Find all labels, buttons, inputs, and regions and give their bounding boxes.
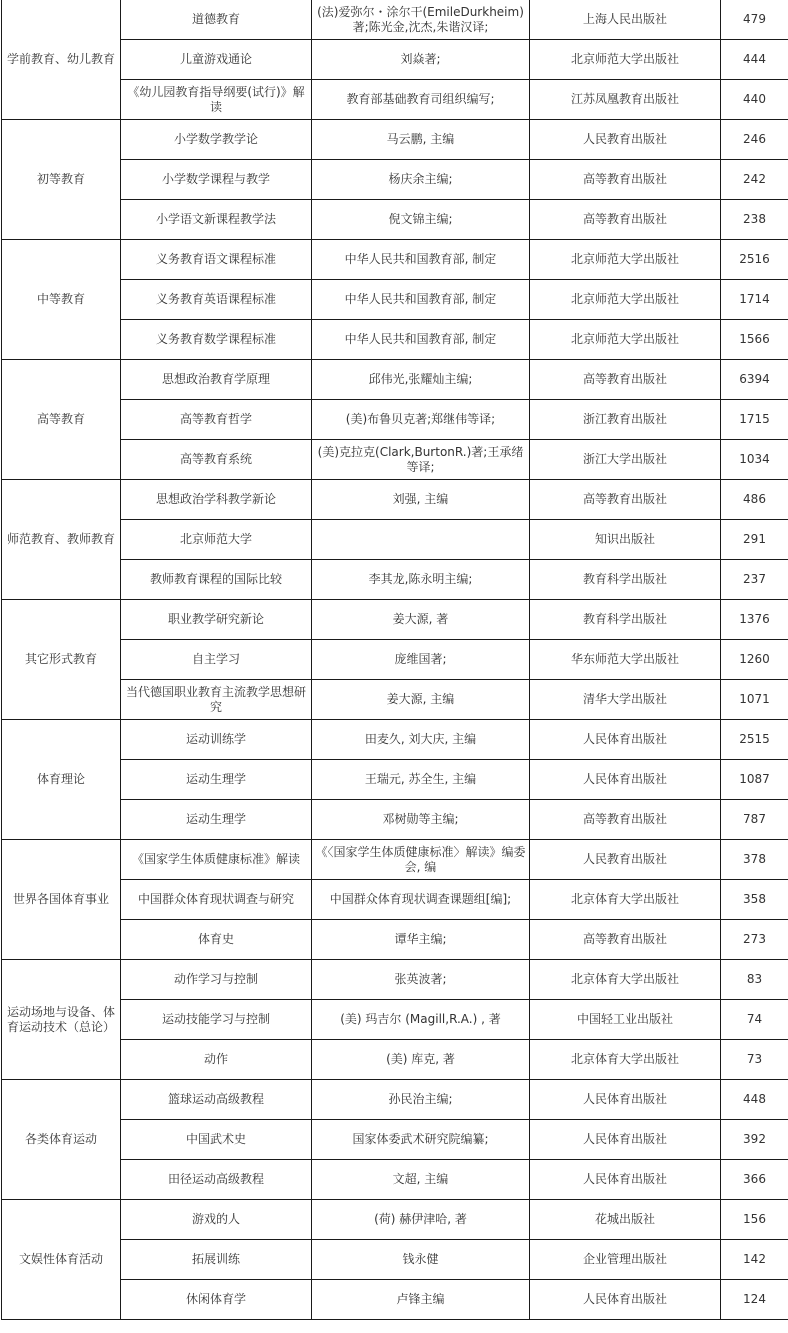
count-cell: 2515 — [721, 720, 788, 760]
author-cell: 《〈国家学生体质健康标准〉解读》编委会, 编 — [312, 840, 530, 880]
count-cell: 486 — [721, 480, 788, 520]
category-cell: 学前教育、幼儿教育 — [2, 0, 121, 120]
book-title-cell: 动作 — [121, 1040, 312, 1080]
book-title-cell: 《国家学生体质健康标准》解读 — [121, 840, 312, 880]
author-cell: 卢锋主编 — [312, 1280, 530, 1320]
author-cell: 杨庆余主编; — [312, 160, 530, 200]
author-cell: 文超, 主编 — [312, 1160, 530, 1200]
publisher-cell: 北京师范大学出版社 — [530, 280, 721, 320]
author-cell: (法)爱弥尔・涂尔干(EmileDurkheim)著;陈光金,沈杰,朱谐汉译; — [312, 0, 530, 40]
author-cell: 姜大源, 著 — [312, 600, 530, 640]
category-cell: 高等教育 — [2, 360, 121, 480]
author-cell: 钱永健 — [312, 1240, 530, 1280]
book-title-cell: 高等教育哲学 — [121, 400, 312, 440]
table-row — [2, 120, 788, 160]
category-cell: 初等教育 — [2, 120, 121, 240]
book-title-cell: 中国群众体育现状调查与研究 — [121, 880, 312, 920]
publisher-cell: 北京师范大学出版社 — [530, 240, 721, 280]
count-cell: 392 — [721, 1120, 788, 1160]
author-cell: (荷) 赫伊津哈, 著 — [312, 1200, 530, 1240]
author-cell: (美) 玛吉尔 (Magill,R.A.) , 著 — [312, 1000, 530, 1040]
count-cell: 444 — [721, 40, 788, 80]
count-cell: 124 — [721, 1280, 788, 1320]
author-cell: 邓树勋等主编; — [312, 800, 530, 840]
publisher-cell: 高等教育出版社 — [530, 920, 721, 960]
table-row — [2, 240, 788, 280]
book-title-cell: 道德教育 — [121, 0, 312, 40]
publisher-cell: 人民体育出版社 — [530, 720, 721, 760]
count-cell: 479 — [721, 0, 788, 40]
author-cell: 马云鹏, 主编 — [312, 120, 530, 160]
count-cell: 1715 — [721, 400, 788, 440]
author-cell: 中华人民共和国教育部, 制定 — [312, 320, 530, 360]
book-title-cell: 田径运动高级教程 — [121, 1160, 312, 1200]
count-cell: 1566 — [721, 320, 788, 360]
author-cell: 教育部基础教育司组织编写; — [312, 80, 530, 120]
publisher-cell: 人民体育出版社 — [530, 760, 721, 800]
author-cell: 刘焱著; — [312, 40, 530, 80]
book-title-cell: 义务教育英语课程标准 — [121, 280, 312, 320]
publisher-cell: 人民体育出版社 — [530, 1120, 721, 1160]
book-title-cell: 北京师范大学 — [121, 520, 312, 560]
author-cell: 庞维国著; — [312, 640, 530, 680]
publisher-cell: 上海人民出版社 — [530, 0, 721, 40]
count-cell: 378 — [721, 840, 788, 880]
book-title-cell: 《幼儿园教育指导纲要(试行)》解读 — [121, 80, 312, 120]
table-body — [2, 0, 788, 1320]
author-cell: 中华人民共和国教育部, 制定 — [312, 240, 530, 280]
book-table — [1, 0, 788, 1320]
author-cell: (美)布鲁贝克著;郑继伟等译; — [312, 400, 530, 440]
publisher-cell: 知识出版社 — [530, 520, 721, 560]
author-cell: 孙民治主编; — [312, 1080, 530, 1120]
publisher-cell: 清华大学出版社 — [530, 680, 721, 720]
author-cell: (美) 库克, 著 — [312, 1040, 530, 1080]
book-title-cell: 小学语文新课程教学法 — [121, 200, 312, 240]
count-cell: 1260 — [721, 640, 788, 680]
book-title-cell: 义务教育数学课程标准 — [121, 320, 312, 360]
count-cell: 142 — [721, 1240, 788, 1280]
author-cell: 倪文锦主编; — [312, 200, 530, 240]
book-title-cell: 运动技能学习与控制 — [121, 1000, 312, 1040]
author-cell: 姜大源, 主编 — [312, 680, 530, 720]
author-cell — [312, 520, 530, 560]
category-cell: 文娱性体育活动 — [2, 1200, 121, 1320]
count-cell: 74 — [721, 1000, 788, 1040]
author-cell: 王瑞元, 苏全生, 主编 — [312, 760, 530, 800]
book-title-cell: 思想政治教育学原理 — [121, 360, 312, 400]
book-title-cell: 职业教学研究新论 — [121, 600, 312, 640]
book-title-cell: 儿童游戏通论 — [121, 40, 312, 80]
count-cell: 73 — [721, 1040, 788, 1080]
count-cell: 1087 — [721, 760, 788, 800]
count-cell: 273 — [721, 920, 788, 960]
count-cell: 156 — [721, 1200, 788, 1240]
table-row — [2, 1080, 788, 1120]
publisher-cell: 高等教育出版社 — [530, 800, 721, 840]
table-row — [2, 480, 788, 520]
table-row — [2, 600, 788, 640]
count-cell: 1376 — [721, 600, 788, 640]
author-cell: 李其龙,陈永明主编; — [312, 560, 530, 600]
publisher-cell: 浙江教育出版社 — [530, 400, 721, 440]
category-cell: 师范教育、教师教育 — [2, 480, 121, 600]
book-title-cell: 动作学习与控制 — [121, 960, 312, 1000]
category-cell: 中等教育 — [2, 240, 121, 360]
book-title-cell: 自主学习 — [121, 640, 312, 680]
count-cell: 448 — [721, 1080, 788, 1120]
author-cell: 邱伟光,张耀灿主编; — [312, 360, 530, 400]
author-cell: 田麦久, 刘大庆, 主编 — [312, 720, 530, 760]
category-cell: 体育理论 — [2, 720, 121, 840]
publisher-cell: 企业管理出版社 — [530, 1240, 721, 1280]
book-title-cell: 运动训练学 — [121, 720, 312, 760]
book-title-cell: 高等教育系统 — [121, 440, 312, 480]
table-row — [2, 720, 788, 760]
publisher-cell: 北京体育大学出版社 — [530, 1040, 721, 1080]
author-cell: 国家体委武术研究院编纂; — [312, 1120, 530, 1160]
book-title-cell: 拓展训练 — [121, 1240, 312, 1280]
book-title-cell: 小学数学课程与教学 — [121, 160, 312, 200]
book-title-cell: 教师教育课程的国际比较 — [121, 560, 312, 600]
category-cell: 各类体育运动 — [2, 1080, 121, 1200]
author-cell: 谭华主编; — [312, 920, 530, 960]
count-cell: 1034 — [721, 440, 788, 480]
book-title-cell: 篮球运动高级教程 — [121, 1080, 312, 1120]
book-title-cell: 游戏的人 — [121, 1200, 312, 1240]
author-cell: 中华人民共和国教育部, 制定 — [312, 280, 530, 320]
count-cell: 237 — [721, 560, 788, 600]
count-cell: 2516 — [721, 240, 788, 280]
count-cell: 238 — [721, 200, 788, 240]
category-cell: 世界各国体育事业 — [2, 840, 121, 960]
publisher-cell: 中国轻工业出版社 — [530, 1000, 721, 1040]
publisher-cell: 北京师范大学出版社 — [530, 320, 721, 360]
publisher-cell: 北京师范大学出版社 — [530, 40, 721, 80]
publisher-cell: 人民体育出版社 — [530, 1160, 721, 1200]
count-cell: 440 — [721, 80, 788, 120]
count-cell: 6394 — [721, 360, 788, 400]
publisher-cell: 北京体育大学出版社 — [530, 880, 721, 920]
book-title-cell: 运动生理学 — [121, 760, 312, 800]
count-cell: 242 — [721, 160, 788, 200]
category-cell: 其它形式教育 — [2, 600, 121, 720]
book-title-cell: 小学数学教学论 — [121, 120, 312, 160]
count-cell: 358 — [721, 880, 788, 920]
publisher-cell: 教育科学出版社 — [530, 560, 721, 600]
table-row — [2, 360, 788, 400]
publisher-cell: 教育科学出版社 — [530, 600, 721, 640]
book-title-cell: 体育史 — [121, 920, 312, 960]
count-cell: 246 — [721, 120, 788, 160]
book-title-cell: 运动生理学 — [121, 800, 312, 840]
publisher-cell: 江苏凤凰教育出版社 — [530, 80, 721, 120]
table-row — [2, 840, 788, 880]
author-cell: 中国群众体育现状调查课题组[编]; — [312, 880, 530, 920]
author-cell: 刘强, 主编 — [312, 480, 530, 520]
publisher-cell: 花城出版社 — [530, 1200, 721, 1240]
author-cell: (美)克拉克(Clark,BurtonR.)著;王承绪等译; — [312, 440, 530, 480]
table-row — [2, 0, 788, 40]
category-cell: 运动场地与设备、体育运动技术（总论） — [2, 960, 121, 1080]
publisher-cell: 人民教育出版社 — [530, 840, 721, 880]
count-cell: 366 — [721, 1160, 788, 1200]
author-cell: 张英波著; — [312, 960, 530, 1000]
publisher-cell: 华东师范大学出版社 — [530, 640, 721, 680]
count-cell: 1714 — [721, 280, 788, 320]
publisher-cell: 高等教育出版社 — [530, 360, 721, 400]
publisher-cell: 人民教育出版社 — [530, 120, 721, 160]
count-cell: 787 — [721, 800, 788, 840]
publisher-cell: 高等教育出版社 — [530, 480, 721, 520]
count-cell: 1071 — [721, 680, 788, 720]
publisher-cell: 高等教育出版社 — [530, 200, 721, 240]
table-row — [2, 1200, 788, 1240]
book-title-cell: 当代德国职业教育主流教学思想研究 — [121, 680, 312, 720]
publisher-cell: 人民体育出版社 — [530, 1080, 721, 1120]
publisher-cell: 北京体育大学出版社 — [530, 960, 721, 1000]
publisher-cell: 浙江大学出版社 — [530, 440, 721, 480]
publisher-cell: 高等教育出版社 — [530, 160, 721, 200]
count-cell: 83 — [721, 960, 788, 1000]
table-row — [2, 960, 788, 1000]
book-title-cell: 义务教育语文课程标准 — [121, 240, 312, 280]
count-cell: 291 — [721, 520, 788, 560]
book-title-cell: 休闲体育学 — [121, 1280, 312, 1320]
book-title-cell: 思想政治学科教学新论 — [121, 480, 312, 520]
book-title-cell: 中国武术史 — [121, 1120, 312, 1160]
publisher-cell: 人民体育出版社 — [530, 1280, 721, 1320]
